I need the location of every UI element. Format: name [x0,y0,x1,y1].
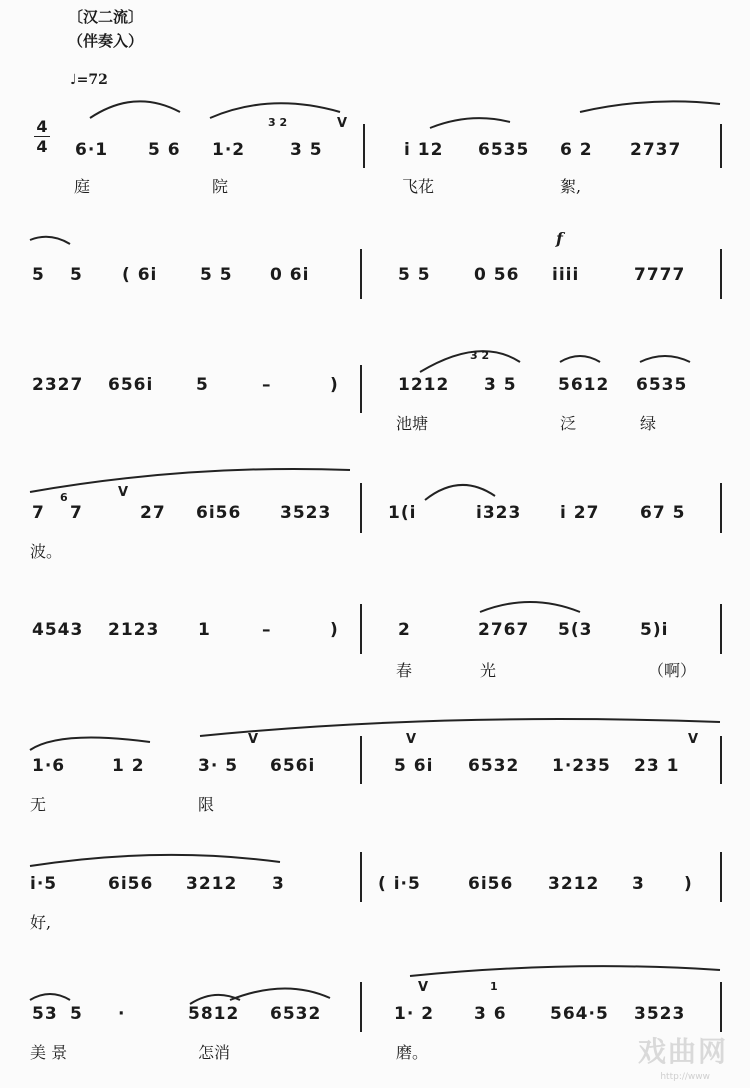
lyric: 限 [198,795,215,814]
score-row-6 [0,720,750,840]
note-group: 3 [632,874,645,894]
bar-line [720,736,722,784]
note-group: 53 [32,1004,58,1024]
score-row-1 [0,100,750,220]
note-group: 6535 [478,140,530,160]
note-group: 23 1 [634,756,680,776]
breath-mark: V [118,485,129,500]
breath-mark: V [688,732,699,747]
grace-note: 1 [490,980,498,993]
note-group: 2737 [630,140,682,160]
lyric: 飞花 [402,177,435,196]
lyric: 光 [480,661,497,680]
note-group: 6·1 [75,140,109,160]
note-group: 6i56 [468,874,514,894]
note-group: ) [330,375,339,395]
note-group: 1·235 [552,756,611,776]
tune-name: 〔汉二流〕 [68,8,144,26]
note-group: 7 [32,503,45,523]
note-group: 5 6i [394,756,434,776]
accompaniment-note: （伴奏入） [68,32,144,50]
score-row-3 [0,335,750,455]
lyric: （啊） [648,661,697,680]
note-group: 3212 [548,874,600,894]
bar-line [360,249,362,299]
note-group: 6 2 [560,140,593,160]
note-group: 6532 [468,756,520,776]
note-group: 2767 [478,620,530,640]
note-group: 6i56 [196,503,242,523]
note-group: 2123 [108,620,160,640]
tempo-mark: ♩=72 [70,72,108,88]
score-row-5 [0,580,750,700]
lyric: 波。 [30,542,63,561]
note-group: 2 [398,620,411,640]
lyric: 磨。 [396,1043,429,1062]
note-group: 5 5 [398,265,431,285]
bar-line [360,982,362,1032]
bar-line [720,483,722,533]
note-group: 0 56 [474,265,520,285]
note-group: 6i56 [108,874,154,894]
note-group: · [118,1004,126,1024]
note-group: ) [684,874,693,894]
note-group: 3523 [280,503,332,523]
bar-line [360,604,362,654]
watermark: 戏曲网 [637,1035,728,1068]
score-row-2 [0,225,750,345]
bar-line [360,736,362,784]
lyric: 绿 [640,414,657,433]
grace-note: 3 2 [268,116,288,129]
note-group: – [262,620,272,640]
note-group: 5 [32,265,45,285]
lyric: 絮, [560,177,582,196]
note-group: 3 6 [474,1004,507,1024]
bar-line [720,124,722,168]
note-group: 5812 [188,1004,240,1024]
note-group: 67 5 [640,503,686,523]
note-group: 564·5 [550,1004,609,1024]
bar-line [363,124,365,168]
note-group: i·5 [30,874,58,894]
note-group: 27 [140,503,166,523]
note-group: 5(3 [558,620,593,640]
note-group: 656i [270,756,316,776]
lyric: 无 [30,795,47,814]
note-group: 5 [196,375,209,395]
bar-line [720,249,722,299]
bar-line [360,852,362,902]
note-group: 3212 [186,874,238,894]
note-group: 3523 [634,1004,686,1024]
bar-line [720,852,722,902]
note-group: iiii [552,265,580,285]
grace-note: 6 [60,491,68,504]
note-group: ( i·5 [378,874,421,894]
note-group: 1 2 [112,756,145,776]
lyric: 怎消 [198,1043,231,1062]
lyric: 庭 [74,177,91,196]
note-group: 7 [70,503,83,523]
note-group: 4543 [32,620,84,640]
note-group: 6535 [636,375,688,395]
note-group: ) [330,620,339,640]
note-group: 5 [70,265,83,285]
breath-mark: V [406,732,417,747]
grace-note: 3 2 [470,349,490,362]
note-group: 5 6 [148,140,181,160]
note-group: 3· 5 [198,756,239,776]
note-group: – [262,375,272,395]
note-group: 1 [198,620,211,640]
breath-mark: V [337,116,348,131]
lyric: 池塘 [396,414,429,433]
bar-line [360,483,362,533]
note-group: 3 5 [290,140,323,160]
breath-mark: V [248,732,259,747]
note-group: 1·6 [32,756,66,776]
lyric: 春 [396,661,413,680]
note-group: 1· 2 [394,1004,435,1024]
note-group: 5612 [558,375,610,395]
bar-line [720,982,722,1032]
dynamic-forte: f [556,229,563,248]
note-group: 3 [272,874,285,894]
watermark-url: http://www [660,1072,710,1082]
note-group: 3 5 [484,375,517,395]
lyric: 泛 [560,414,577,433]
time-top: 4 [36,117,48,136]
note-group: 5 [70,1004,83,1024]
note-group: 0 6i [270,265,310,285]
bar-line [720,604,722,654]
note-group: 2327 [32,375,84,395]
note-group: i 12 [404,140,444,160]
bar-line [360,365,362,413]
score-row-7 [0,840,750,960]
note-group: 1(i [388,503,417,523]
lyric: 院 [212,177,229,196]
lyric: 好, [30,913,52,932]
note-group: 5)i [640,620,669,640]
lyric: 美 景 [30,1043,68,1062]
note-group: i323 [476,503,522,523]
note-group: ( 6i [122,265,158,285]
score-row-4 [0,465,750,585]
time-bottom: 4 [36,137,48,156]
note-group: 1212 [398,375,450,395]
note-group: 656i [108,375,154,395]
note-group: 5 5 [200,265,233,285]
note-group: 7777 [634,265,686,285]
score-row-8 [0,968,750,1088]
note-group: i 27 [560,503,600,523]
note-group: 1·2 [212,140,246,160]
note-group: 6532 [270,1004,322,1024]
breath-mark: V [418,980,429,995]
